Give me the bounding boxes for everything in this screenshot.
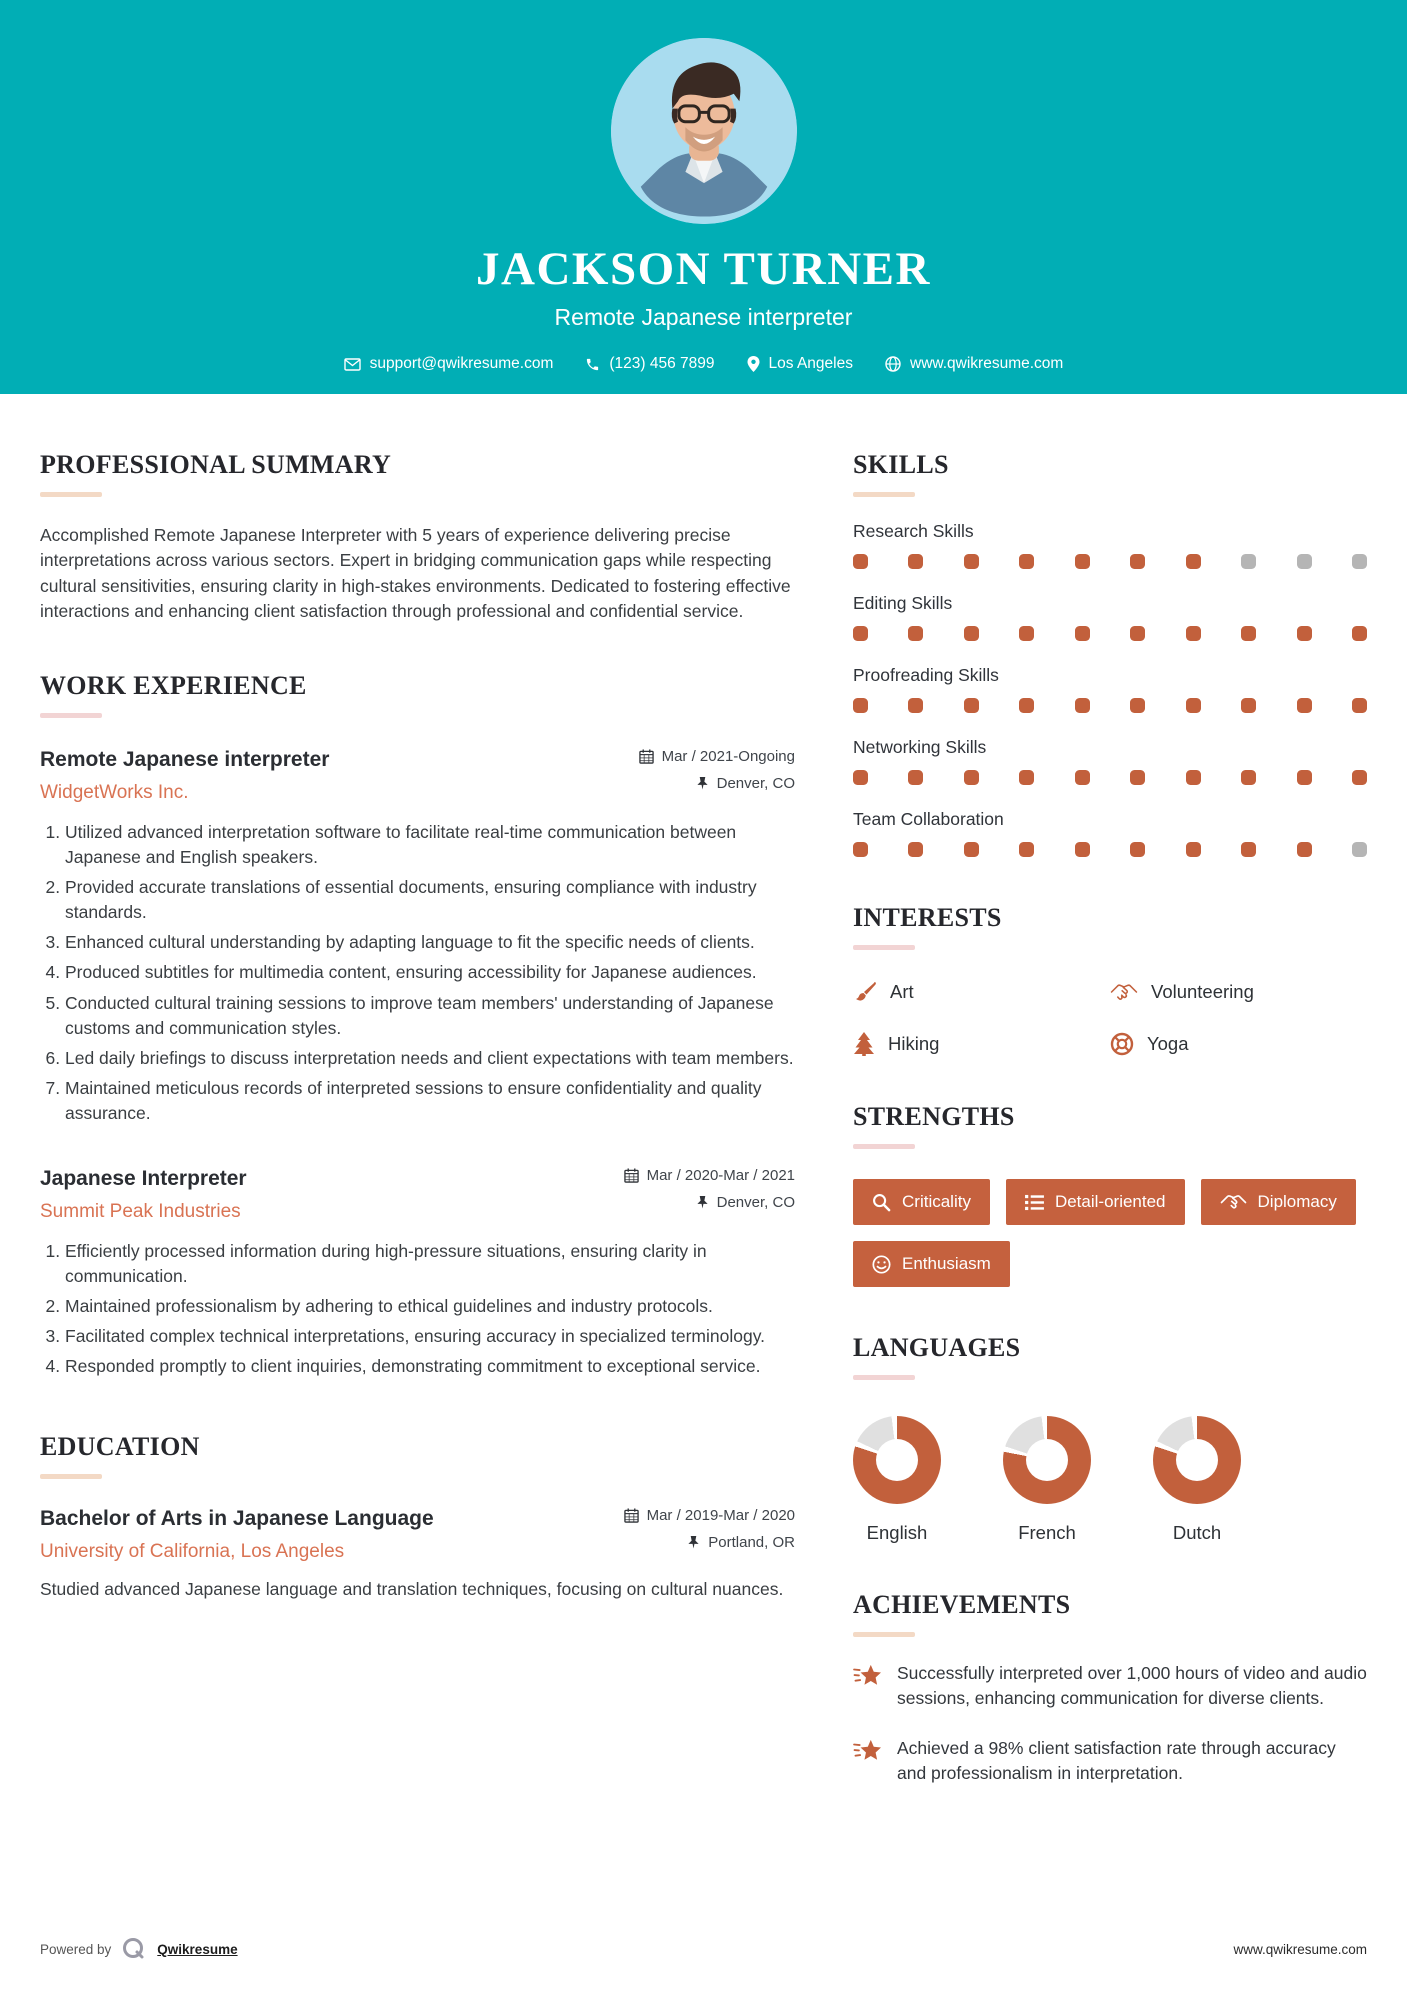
rating-dot-filled <box>1186 698 1201 713</box>
rating-dot-filled <box>1186 770 1201 785</box>
calendar-icon <box>624 1508 639 1523</box>
skill-label: Editing Skills <box>853 593 953 613</box>
footer <box>40 1936 1367 1962</box>
right-column <box>853 450 1367 1787</box>
education-section <box>40 1432 795 1602</box>
rating-dot-filled <box>1019 626 1034 641</box>
job-bullet: 4. Produced subtitles for multimedia content, ensuring accessibility for Japanese audiences. <box>65 960 795 985</box>
education-heading: EDUCATION <box>40 1431 200 1461</box>
rating-dot-empty <box>1352 842 1367 857</box>
interest-item <box>1110 1032 1367 1056</box>
strength-badge <box>853 1241 1010 1287</box>
job-bullets <box>40 1239 795 1380</box>
education-date-text: Mar / 2019-Mar / 2020 <box>646 1506 795 1524</box>
language-item <box>853 1416 941 1544</box>
person-role: Remote Japanese interpreter <box>554 304 853 330</box>
pushpin-icon <box>696 776 709 790</box>
language-label: Dutch <box>1172 1522 1222 1543</box>
skill-label: Research Skills <box>853 521 974 541</box>
job-header <box>40 1167 795 1223</box>
rating-dot-filled <box>1075 770 1090 785</box>
strength-label: Enthusiasm <box>902 1254 991 1273</box>
job-location <box>639 775 795 792</box>
education-date <box>624 1507 795 1524</box>
main-content <box>0 394 1407 1787</box>
interest-label: Art <box>890 981 914 1002</box>
interest-label: Volunteering <box>1151 981 1254 1002</box>
heading-underline <box>40 492 102 497</box>
job-header <box>40 748 795 804</box>
skills-section <box>853 450 1367 857</box>
language-label: English <box>866 1522 928 1543</box>
job-date <box>639 748 795 765</box>
rating-dot-filled <box>1352 770 1367 785</box>
interests-section <box>853 903 1367 1056</box>
rating-dot-filled <box>1186 842 1201 857</box>
contact-email-text: support@qwikresume.com <box>369 355 554 372</box>
avatar <box>611 38 797 224</box>
strength-badge <box>1201 1179 1356 1225</box>
skill-row <box>853 809 1367 857</box>
rating-dot-filled <box>1186 554 1201 569</box>
job-entry <box>40 748 795 1127</box>
heading-underline <box>853 492 915 497</box>
skill-rating-dots <box>853 554 1367 569</box>
rating-dot-filled <box>908 626 923 641</box>
education-description: Studied advanced Japanese language and translation techniques, focusing on cultural nuances. <box>40 1578 784 1599</box>
rating-dot-filled <box>908 842 923 857</box>
rating-dot-filled <box>853 842 868 857</box>
email-icon <box>344 358 361 371</box>
degree-title: Bachelor of Arts in Japanese Language <box>40 1506 434 1530</box>
lifebuoy-icon <box>1110 1032 1134 1056</box>
languages-section <box>853 1333 1367 1544</box>
summary-section <box>40 450 795 625</box>
job-meta <box>624 1167 795 1211</box>
footer-website-link[interactable]: www.qwikresume.com <box>1233 1941 1367 1957</box>
strengths-heading: STRENGTHS <box>853 1102 1015 1131</box>
heading-underline <box>853 1144 915 1149</box>
job-bullet: 7. Maintained meticulous records of interpreted sessions to ensure confidentiality and quality assurance. <box>65 1076 795 1126</box>
heading-underline <box>853 945 915 950</box>
shooting-star-icon <box>853 1738 883 1764</box>
rating-dot-filled <box>1352 626 1367 641</box>
heading-underline <box>853 1375 915 1380</box>
strength-label: Detail-oriented <box>1054 1192 1166 1211</box>
interests-heading: INTERESTS <box>853 903 1002 932</box>
rating-dot-filled <box>1075 698 1090 713</box>
job-bullets <box>40 820 795 1127</box>
contact-website[interactable] <box>885 355 1063 373</box>
education-location <box>624 1534 795 1551</box>
rating-dot-filled <box>1130 842 1145 857</box>
achievement-item <box>853 1736 1367 1787</box>
interest-label: Hiking <box>888 1033 940 1054</box>
job-entry <box>40 1167 795 1380</box>
strengths-section <box>853 1102 1367 1287</box>
job-title: Remote Japanese interpreter <box>40 747 330 771</box>
job-location-text: Denver, CO <box>716 1193 795 1211</box>
contact-location[interactable] <box>747 355 853 373</box>
rating-dot-filled <box>964 698 979 713</box>
strength-label: Diplomacy <box>1257 1192 1337 1211</box>
skill-rating-dots <box>853 842 1367 857</box>
skill-label: Networking Skills <box>853 737 987 757</box>
calendar-icon <box>639 749 654 764</box>
location-pin-icon <box>747 356 760 372</box>
rating-dot-filled <box>1130 698 1145 713</box>
education-location-text: Portland, OR <box>708 1533 795 1551</box>
strength-badge <box>853 1179 990 1225</box>
rating-dot-filled <box>908 770 923 785</box>
rating-dot-filled <box>908 698 923 713</box>
rating-dot-filled <box>1130 626 1145 641</box>
skill-label: Proofreading Skills <box>853 665 999 685</box>
job-title: Japanese Interpreter <box>40 1166 247 1190</box>
skill-row <box>853 521 1367 569</box>
interest-label: Yoga <box>1147 1033 1189 1054</box>
contact-row <box>0 355 1407 373</box>
rating-dot-empty <box>1352 554 1367 569</box>
job-bullet: 3. Enhanced cultural understanding by adapting language to fit the specific needs of clients. <box>65 930 795 955</box>
rating-dot-filled <box>1297 842 1312 857</box>
education-meta <box>624 1507 795 1551</box>
skill-row <box>853 737 1367 785</box>
summary-heading: PROFESSIONAL SUMMARY <box>40 450 392 479</box>
handshake-icon <box>1110 982 1138 1002</box>
language-item <box>1153 1416 1241 1544</box>
globe-icon <box>885 356 901 372</box>
avatar-illustration <box>611 38 797 224</box>
pushpin-icon <box>687 1535 700 1549</box>
qwikresume-logo-icon <box>121 1936 147 1962</box>
contact-email[interactable] <box>344 355 554 373</box>
job-bullet: 4. Responded promptly to client inquiries, demonstrating commitment to exceptional service. <box>65 1354 795 1379</box>
pine-tree-icon <box>853 1032 875 1056</box>
rating-dot-filled <box>853 626 868 641</box>
skill-rating-dots <box>853 770 1367 785</box>
job-bullet: 2. Maintained professionalism by adhering to ethical guidelines and industry protocols. <box>65 1294 795 1319</box>
header-banner <box>0 0 1407 394</box>
paintbrush-icon <box>853 980 877 1004</box>
skill-row <box>853 665 1367 713</box>
job-company[interactable]: WidgetWorks Inc. <box>40 781 189 803</box>
job-bullet: 6. Led daily briefings to discuss interpretation needs and client expectations with team members. <box>65 1046 795 1071</box>
interest-item <box>1110 980 1367 1004</box>
contact-phone-text: (123) 456 7899 <box>609 355 715 372</box>
job-bullet: 3. Facilitated complex technical interpretations, ensuring accuracy in specialized terminology. <box>65 1324 795 1349</box>
qwikresume-link[interactable]: Qwikresume <box>157 1941 238 1957</box>
rating-dot-filled <box>1352 698 1367 713</box>
rating-dot-filled <box>1019 554 1034 569</box>
rating-dot-filled <box>1075 626 1090 641</box>
rating-dot-filled <box>1297 770 1312 785</box>
rating-dot-filled <box>964 842 979 857</box>
work-heading: WORK EXPERIENCE <box>40 670 307 700</box>
job-company[interactable]: Summit Peak Industries <box>40 1200 241 1222</box>
list-icon <box>1025 1194 1044 1211</box>
work-section <box>40 671 795 1380</box>
person-name: JACKSON TURNER <box>476 243 931 295</box>
rating-dot-filled <box>1297 698 1312 713</box>
contact-location-text: Los Angeles <box>768 355 853 372</box>
powered-by-label: Powered by <box>40 1941 112 1957</box>
rating-dot-filled <box>1186 626 1201 641</box>
interest-item <box>853 1032 1110 1056</box>
contact-website-text: www.qwikresume.com <box>910 355 1064 372</box>
job-location-text: Denver, CO <box>716 774 795 792</box>
rating-dot-filled <box>853 554 868 569</box>
job-bullet: 1. Utilized advanced interpretation software to facilitate real-time communication between Japanese and English speakers. <box>65 820 795 870</box>
rating-dot-filled <box>1241 626 1256 641</box>
rating-dot-filled <box>908 554 923 569</box>
language-donut-chart <box>853 1416 941 1504</box>
achievement-item <box>853 1661 1367 1712</box>
rating-dot-filled <box>1075 554 1090 569</box>
job-date <box>624 1167 795 1184</box>
rating-dot-filled <box>1019 770 1034 785</box>
skill-row <box>853 593 1367 641</box>
rating-dot-filled <box>1075 842 1090 857</box>
rating-dot-filled <box>1241 698 1256 713</box>
rating-dot-filled <box>1130 770 1145 785</box>
rating-dot-filled <box>1019 842 1034 857</box>
language-donut-chart <box>1153 1416 1241 1504</box>
magnifier-icon <box>872 1193 891 1212</box>
handshake-icon <box>1220 1193 1247 1212</box>
language-label: French <box>1018 1522 1076 1543</box>
job-location <box>624 1194 795 1211</box>
languages-heading: LANGUAGES <box>853 1333 1021 1362</box>
skills-heading: SKILLS <box>853 450 949 479</box>
heading-underline <box>40 1474 102 1479</box>
pushpin-icon <box>696 1195 709 1209</box>
rating-dot-filled <box>1019 698 1034 713</box>
job-date-text: Mar / 2020-Mar / 2021 <box>646 1166 795 1184</box>
rating-dot-filled <box>1241 842 1256 857</box>
job-date-text: Mar / 2021-Ongoing <box>661 747 795 765</box>
rating-dot-filled <box>1297 626 1312 641</box>
summary-text: Accomplished Remote Japanese Interpreter with 5 years of experience delivering precise interpretations across various sectors. Expert in bridging communication gaps while respecting cultural sensitivities, ensuring clarity in high-stakes environments. Dedicated to fostering effective interactions and enhancing client satisfaction through professional and confidential service. <box>40 525 791 622</box>
skill-rating-dots <box>853 698 1367 713</box>
calendar-icon <box>624 1168 639 1183</box>
job-bullet: 1. Efficiently processed information during high-pressure situations, ensuring clarity in communication. <box>65 1239 795 1289</box>
phone-icon <box>585 357 600 372</box>
education-entry <box>40 1507 795 1602</box>
language-donut-chart <box>1003 1416 1091 1504</box>
rating-dot-filled <box>1130 554 1145 569</box>
achievements-section <box>853 1590 1367 1787</box>
rating-dot-filled <box>853 770 868 785</box>
interest-item <box>853 980 1110 1004</box>
contact-phone[interactable] <box>585 355 714 373</box>
strength-label: Criticality <box>902 1192 971 1211</box>
rating-dot-empty <box>1241 554 1256 569</box>
skill-label: Team Collaboration <box>853 809 1004 829</box>
strength-badge <box>1006 1179 1185 1225</box>
heading-underline <box>853 1632 915 1637</box>
rating-dot-filled <box>853 698 868 713</box>
rating-dot-filled <box>964 770 979 785</box>
rating-dot-filled <box>964 626 979 641</box>
job-bullet: 2. Provided accurate translations of essential documents, ensuring compliance with industry standards. <box>65 875 795 925</box>
achievement-text: Achieved a 98% client satisfaction rate through accuracy and professionalism in interpretation. <box>897 1737 1336 1784</box>
achievements-heading: ACHIEVEMENTS <box>853 1590 1071 1619</box>
skill-rating-dots <box>853 626 1367 641</box>
achievement-text: Successfully interpreted over 1,000 hours of video and audio sessions, enhancing communication for diverse clients. <box>897 1663 1367 1709</box>
rating-dot-filled <box>964 554 979 569</box>
shooting-star-icon <box>853 1663 883 1689</box>
language-item <box>1003 1416 1091 1544</box>
school-name[interactable]: University of California, Los Angeles <box>40 1540 345 1562</box>
smiley-icon <box>872 1255 891 1274</box>
rating-dot-filled <box>1241 770 1256 785</box>
job-bullet: 5. Conducted cultural training sessions to improve team members' understanding of Japanese customs and communication styles. <box>65 991 795 1041</box>
rating-dot-empty <box>1297 554 1312 569</box>
left-column <box>40 450 795 1787</box>
job-meta <box>639 748 795 792</box>
heading-underline <box>40 713 102 718</box>
